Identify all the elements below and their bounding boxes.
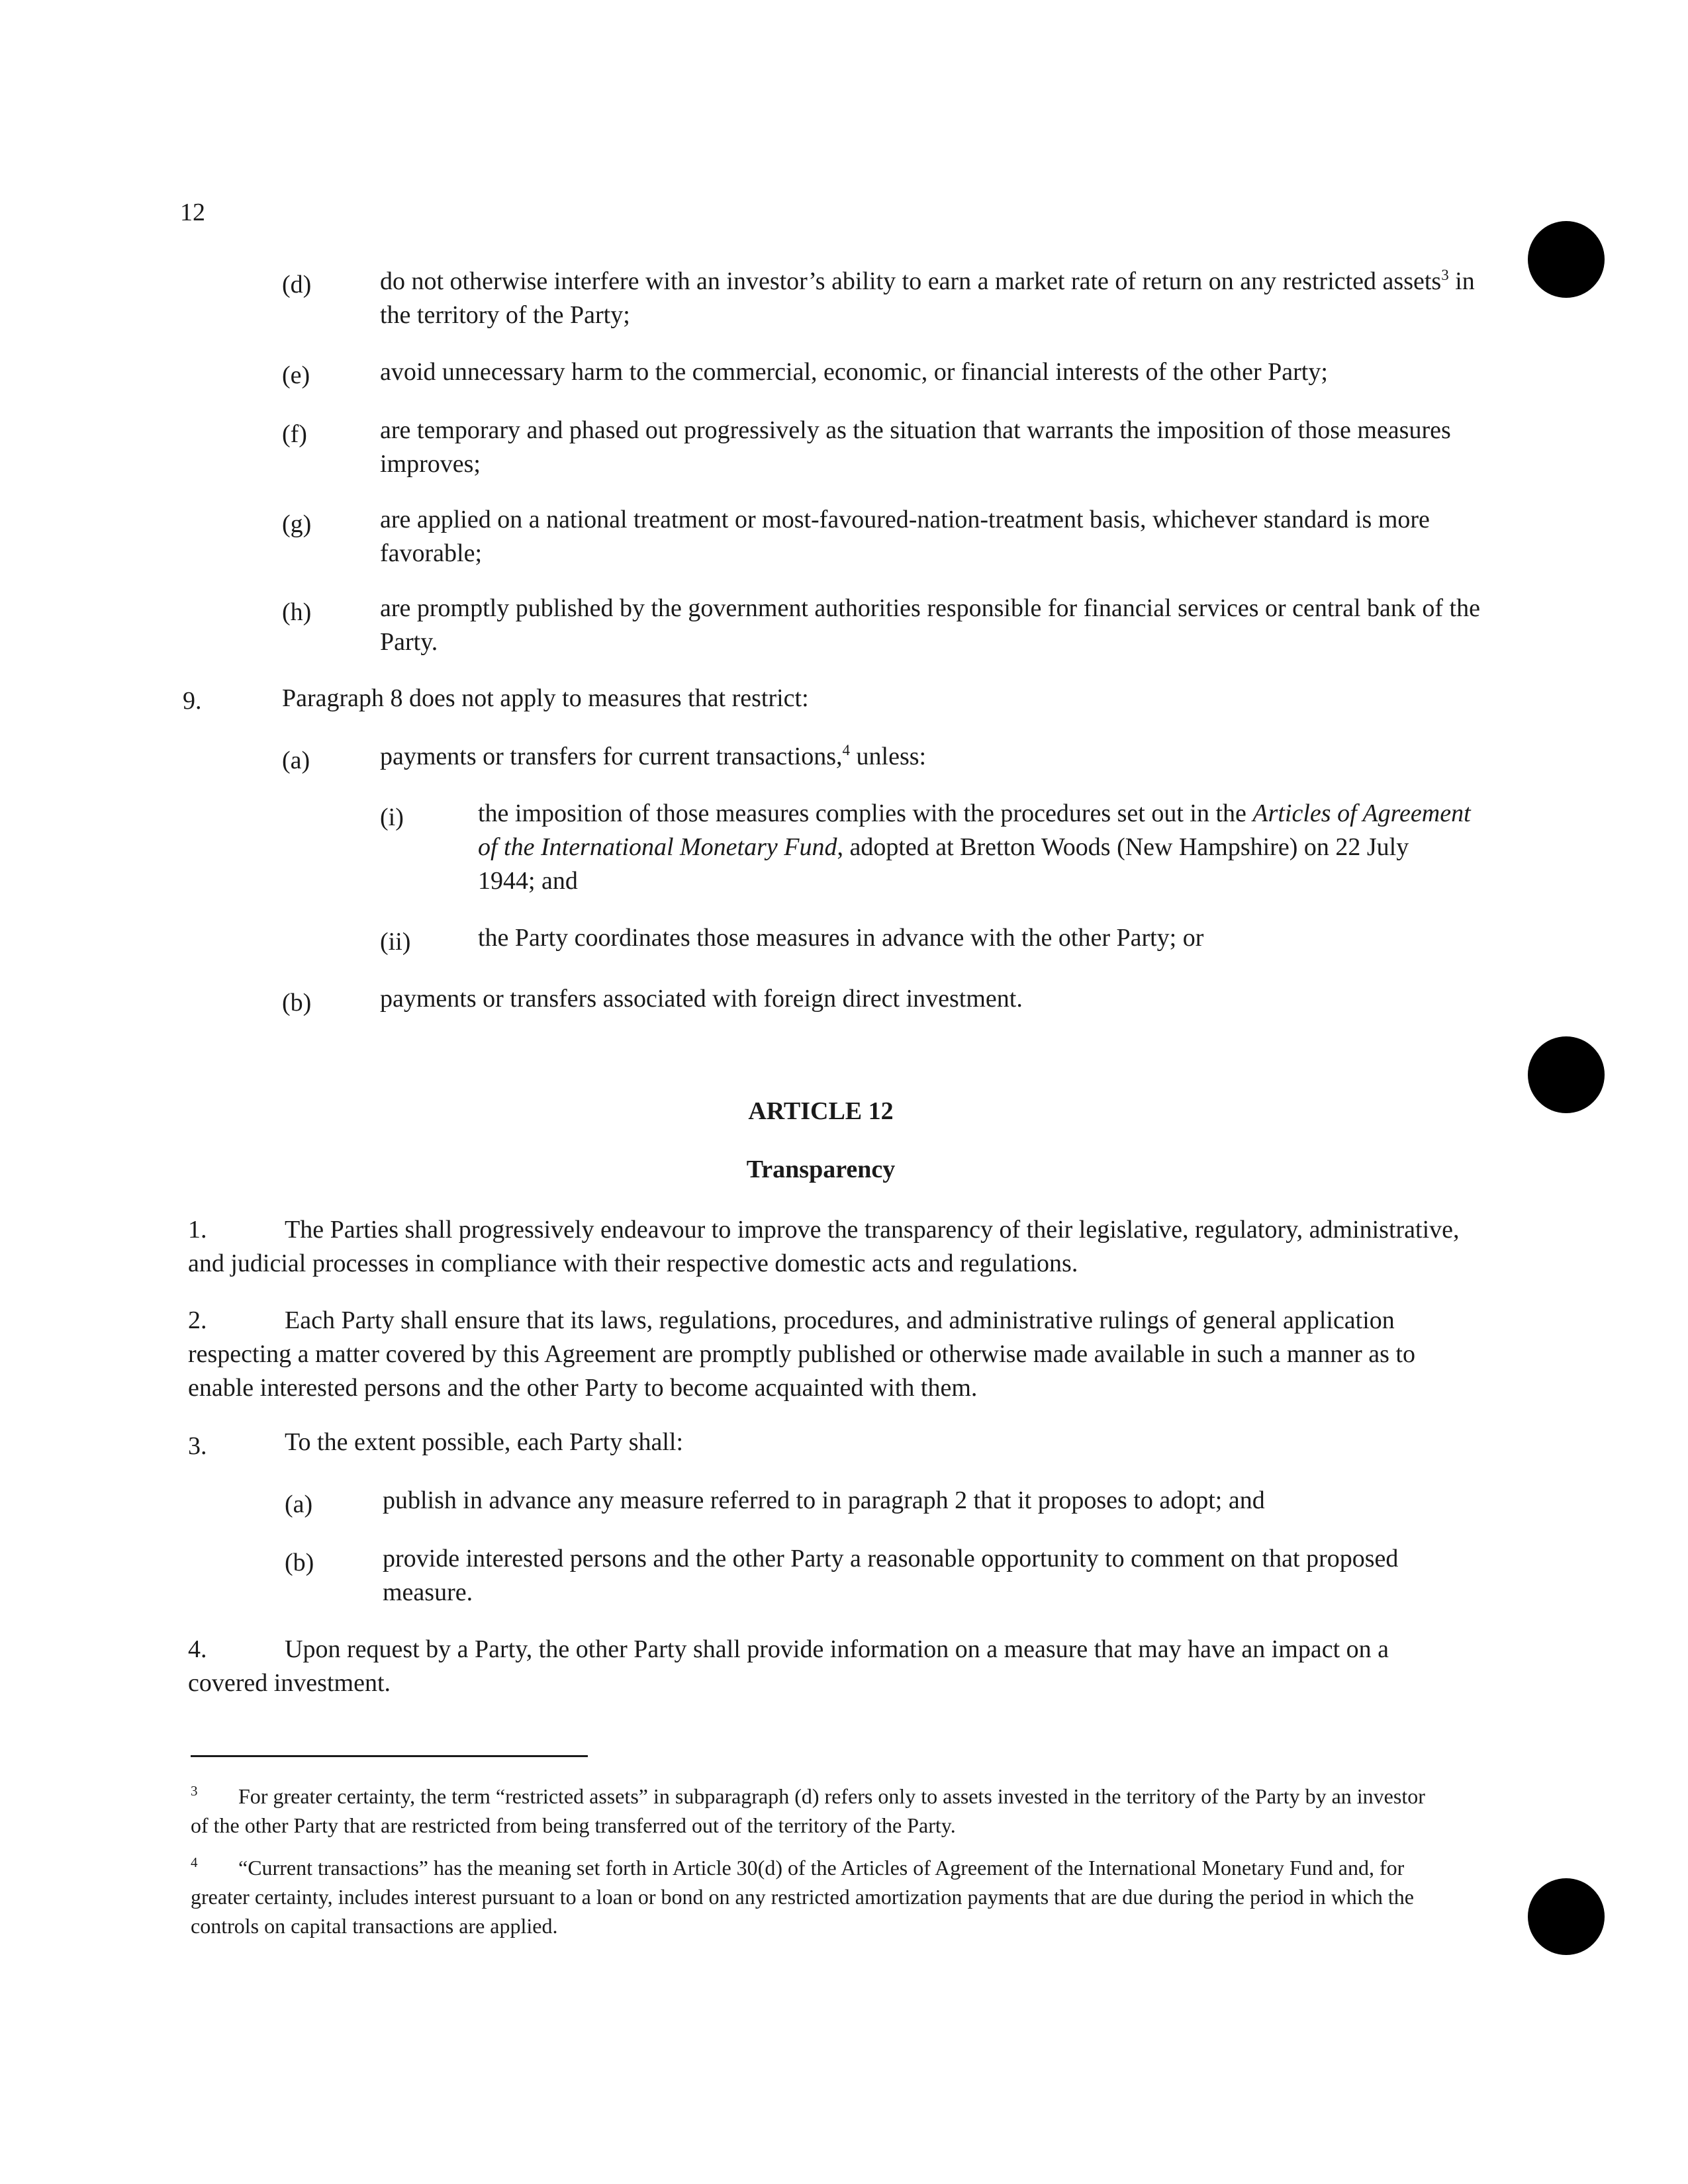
para-text: To the extent possible, each Party shall: — [285, 1428, 684, 1456]
para-text: Paragraph 8 does not apply to measures that restrict: — [282, 684, 809, 712]
para-number: 1. — [188, 1216, 207, 1244]
item-text — [380, 265, 1505, 332]
subitem-text-pre: the imposition of those measures complies with the procedures set out in the — [478, 799, 1253, 827]
footnote-3: 3 For greater certainty, the term “restricted assets” in subparagraph (d) refers only to assets invested in the territory of the Party by an investor of the other Party that are restricted from being transferred out of the territory of the Party. — [191, 1783, 1425, 1837]
hole-punch-bottom — [1528, 1878, 1605, 1955]
para-number: 9. — [183, 687, 202, 715]
article-heading: ARTICLE 12 — [748, 1097, 894, 1125]
item-text: publish in advance any measure referred to in paragraph 2 that it proposes to adopt; and — [383, 1486, 1265, 1514]
hole-punch-top — [1528, 221, 1605, 298]
footnote-ref-4: 4 — [842, 742, 851, 758]
article-para-1 — [188, 1213, 1485, 1281]
footnote-text: “Current transactions” has the meaning set forth in Article 30(d) of the Articles of Agreement of the International Monetary Fund and, for greater certainty, includes interest pursuant to a loan or bond on any restricted amortization payments that are due during the period in which the controls on capital transactions are applied. — [191, 1856, 1414, 1938]
subitem-label: (ii) — [380, 928, 411, 956]
item-label: (b) — [285, 1549, 314, 1576]
para-text: The Parties shall progressively endeavour to improve the transparency of their legislative, regulatory, administrative, and judicial processes in compliance with their respective domestic acts and regulations. — [188, 1216, 1460, 1277]
para-number: 4. — [188, 1635, 207, 1663]
item-label: (f) — [282, 420, 307, 448]
footnote-separator — [191, 1755, 588, 1757]
item-text: payments or transfers associated with foreign direct investment. — [380, 985, 1023, 1013]
subitem-text-post: , adopted at Bretton Woods (New Hampshire) on 22 July 1944; and — [478, 833, 1409, 895]
page-number: 12 — [180, 199, 205, 226]
para-number: 3. — [188, 1432, 207, 1460]
item-text-pre: do not otherwise interfere with an investor’s ability to earn a market rate of return on any restricted assets — [380, 267, 1442, 295]
item-text-pre: payments or transfers for current transactions, — [380, 743, 843, 770]
article-para-2 — [188, 1304, 1466, 1405]
item-label: (b) — [282, 989, 312, 1017]
item-text: are temporary and phased out progressively as the situation that warrants the imposition of those measures improves; — [380, 416, 1451, 478]
item-label: (h) — [282, 598, 312, 626]
article-title: Transparency — [746, 1156, 896, 1183]
para-text: Upon request by a Party, the other Party shall provide information on a measure that may have an impact on a covered investment. — [188, 1635, 1389, 1697]
item-label: (e) — [282, 361, 310, 389]
para-number: 2. — [188, 1306, 207, 1334]
item-text — [380, 740, 1505, 774]
para-text: Each Party shall ensure that its laws, regulations, procedures, and administrative rulings of general application respecting a matter covered by this Agreement are promptly published or otherwise made available in such a manner as to enable interested persons and the other Party to become acquainted with them. — [188, 1306, 1415, 1402]
article-para-4 — [188, 1633, 1466, 1700]
item-label: (g) — [282, 510, 312, 538]
footnote-text: For greater certainty, the term “restricted assets” in subparagraph (d) refers only to assets invested in the territory of the Party by an investor of the other Party that are restricted from being transferred out of the territory of the Party. — [191, 1784, 1425, 1837]
imf-articles-title: Articles of Agreement of the International Monetary Fund — [478, 799, 1471, 861]
item-text: are applied on a national treatment or most-favoured-nation-treatment basis, whichever standard is more favorable; — [380, 506, 1430, 567]
subitem-text: the Party coordinates those measures in advance with the other Party; or — [478, 924, 1204, 952]
item-text-post: unless: — [850, 743, 927, 770]
footnote-4: 4 “Current transactions” has the meaning set forth in Article 30(d) of the Articles of Agreement of the International Monetary Fund and, for greater certainty, includes interest pursuant to a loan or bond on any restricted amortization payments that are due during the period in which the controls on capital transactions are applied. — [191, 1854, 1414, 1938]
item-text: are promptly published by the government authorities responsible for financial services or central bank of the Party. — [380, 594, 1480, 656]
subitem-text — [478, 797, 1471, 898]
item-label: (a) — [282, 747, 310, 774]
item-text: provide interested persons and the other Party a reasonable opportunity to comment on that proposed measure. — [383, 1545, 1399, 1606]
item-text: avoid unnecessary harm to the commercial, economic, or financial interests of the other Party; — [380, 358, 1328, 386]
item-text-post: in the territory of the Party; — [380, 267, 1475, 329]
footnote-ref-3: 3 — [1441, 267, 1449, 283]
item-label: (d) — [282, 271, 312, 298]
item-label: (a) — [285, 1490, 313, 1518]
subitem-label: (i) — [380, 803, 404, 831]
